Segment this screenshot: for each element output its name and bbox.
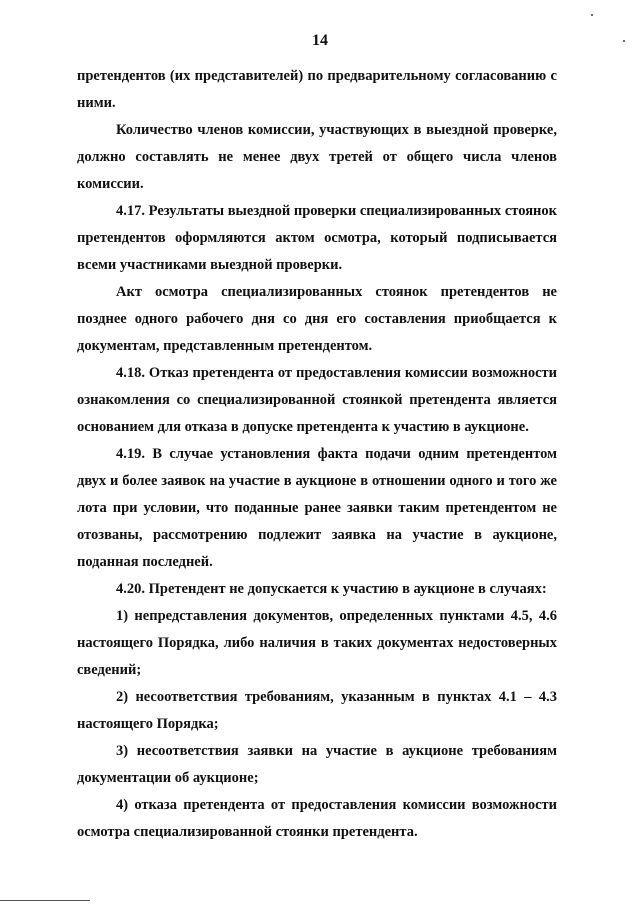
list-item-4: 4) отказа претендента от предоставления комиссии возможности осмотра специализированной стоянки претендента. (77, 797, 557, 840)
paragraph-commission-members: Количество членов комиссии, участвующих в выездной проверке, должно составлять не менее двух третей от общего числа членов комиссии. (77, 122, 557, 192)
paragraph-4-18: 4.18. Отказ претендента от предоставления комиссии возможности ознакомления со специализированной стоянкой претендента является основанием для отказа в допуске претендента к участию в аукционе. (77, 365, 557, 435)
paragraph-4-17: 4.17. Результаты выездной проверки специализированных стоянок претендентов оформляются актом осмотра, который подписывается всеми участниками выездной проверки. (77, 203, 557, 273)
scan-speck (591, 14, 593, 16)
paragraph-inspection-act: Акт осмотра специализированных стоянок претендентов не позднее одного рабочего дня со дня его составления приобщается к документам, представленным претендентом. (77, 284, 557, 354)
page-number: 14 (312, 32, 328, 49)
list-item-2: 2) несоответствия требованиям, указанным в пунктах 4.1 – 4.3 настоящего Порядка; (77, 689, 557, 732)
paragraph-4-20: 4.20. Претендент не допускается к участию в аукционе в случаях: (116, 581, 547, 597)
scan-speck (623, 40, 625, 42)
scan-edge-line (0, 900, 90, 901)
list-item-3: 3) несоответствия заявки на участие в аукционе требованиям документации об аукционе; (77, 743, 557, 786)
document-body (77, 63, 557, 846)
paragraph-continuation: претендентов (их представителей) по предварительному согласованию с ними. (77, 68, 557, 111)
paragraph-4-19: 4.19. В случае установления факта подачи одним претендентом двух и более заявок на участие в аукционе в отношении одного и того же лота при условии, что поданные ранее заявки таким претендентом не отозваны, рассмотрению подлежит заявка на участие в аукционе, поданная последней. (77, 446, 557, 570)
list-item-1: 1) непредставления документов, определенных пунктами 4.5, 4.6 настоящего Порядка, либо наличия в таких документах недостоверных сведений; (77, 608, 557, 678)
